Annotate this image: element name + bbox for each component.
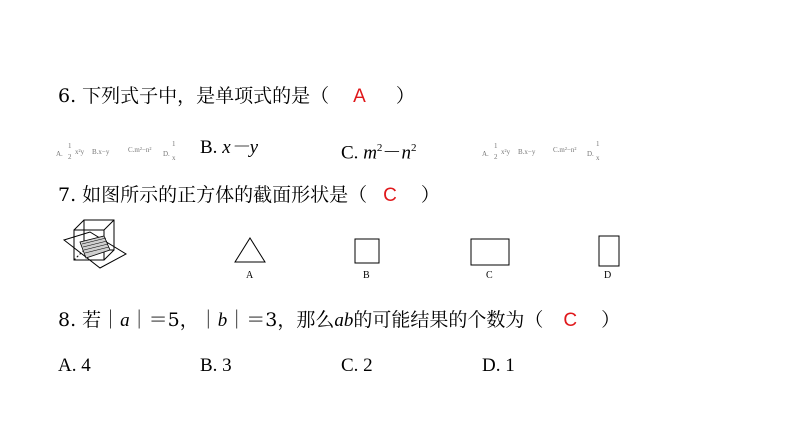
question-6-close: ） [395, 85, 415, 107]
question-7-text: 7. 如图所示的正方体的截面形状是（ [58, 184, 368, 206]
question-8-var-ab: ab [334, 310, 354, 331]
small-option-d-frac-top: 1 [172, 140, 176, 148]
question-8-var-b: b [217, 310, 228, 331]
question-8-answer: C [563, 310, 578, 331]
q8-option-c: C. 2 [341, 355, 373, 376]
q8-option-a: A. 4 [58, 355, 91, 376]
q6-option-c-base1: m [363, 142, 377, 164]
q6-option-c-exp2: 2 [410, 142, 417, 154]
q6-option-c-minus: － [382, 142, 402, 164]
question-7-answer: C [383, 185, 397, 206]
q6-option-c [341, 136, 416, 165]
q6-option-b-expr: x－y [222, 137, 259, 158]
small-option-d-frac-bottom-right: x [596, 154, 600, 162]
small-option-b-right: B.x−y [518, 148, 536, 156]
question-7 [58, 183, 440, 208]
small-option-a-frac-bottom-right: 2 [494, 153, 498, 161]
question-6-answer: A [353, 86, 366, 107]
small-option-d-frac-bottom: x [172, 154, 176, 162]
q6-option-b [200, 136, 258, 160]
small-option-a-label-right: A. [482, 150, 489, 158]
shape-c-label: C [486, 270, 493, 281]
shape-d-label: D [604, 270, 612, 281]
q6-option-b-label: B. [200, 137, 223, 158]
shape-a-triangle [233, 236, 267, 264]
q8-option-b: B. 3 [200, 355, 232, 376]
question-8-close: ） [601, 309, 621, 331]
question-7-close: ） [420, 184, 440, 206]
small-option-d-label-right: D. [587, 150, 594, 158]
question-8-mid2: ｜＝3，那么 [227, 309, 335, 331]
small-option-d-label: D. [163, 150, 170, 158]
shape-b-label: B [363, 270, 370, 281]
small-option-a-frac-top-right: 1 [494, 142, 498, 150]
question-8-prefix: 8. 若｜ [58, 309, 121, 331]
shape-b-square [354, 238, 380, 264]
q6-option-c-label: C. [341, 142, 364, 164]
q8-option-d: D. 1 [482, 355, 515, 376]
cube-cross-section-figure [60, 218, 130, 278]
small-option-a-rest: x²y [75, 148, 85, 156]
small-option-c: C.m²−n² [128, 146, 152, 154]
small-option-a-frac-bottom: 2 [68, 153, 72, 161]
shape-a-label: A [246, 270, 254, 281]
shape-d-tall-rectangle [598, 235, 620, 267]
small-option-a-label: A. [56, 150, 63, 158]
question-8-var-a: a [120, 310, 130, 331]
q6-option-c-exp1: 2 [376, 142, 383, 154]
question-8 [58, 308, 620, 333]
question-8-suffix: 的可能结果的个数为（ [353, 309, 544, 331]
shape-c-rectangle [470, 238, 510, 266]
small-option-c-right: C.m²−n² [553, 146, 577, 154]
q6-option-c-base2: n [401, 142, 411, 164]
small-option-a-rest-right: x²y [501, 148, 511, 156]
small-option-b: B.x−y [92, 148, 110, 156]
question-6-text: 6. 下列式子中，是单项式的是（ [58, 85, 330, 107]
small-option-a-frac-top: 1 [68, 142, 72, 150]
small-option-d-frac-top-right: 1 [596, 140, 600, 148]
question-8-mid1: ｜＝5，｜ [129, 309, 218, 331]
question-6 [58, 84, 415, 109]
